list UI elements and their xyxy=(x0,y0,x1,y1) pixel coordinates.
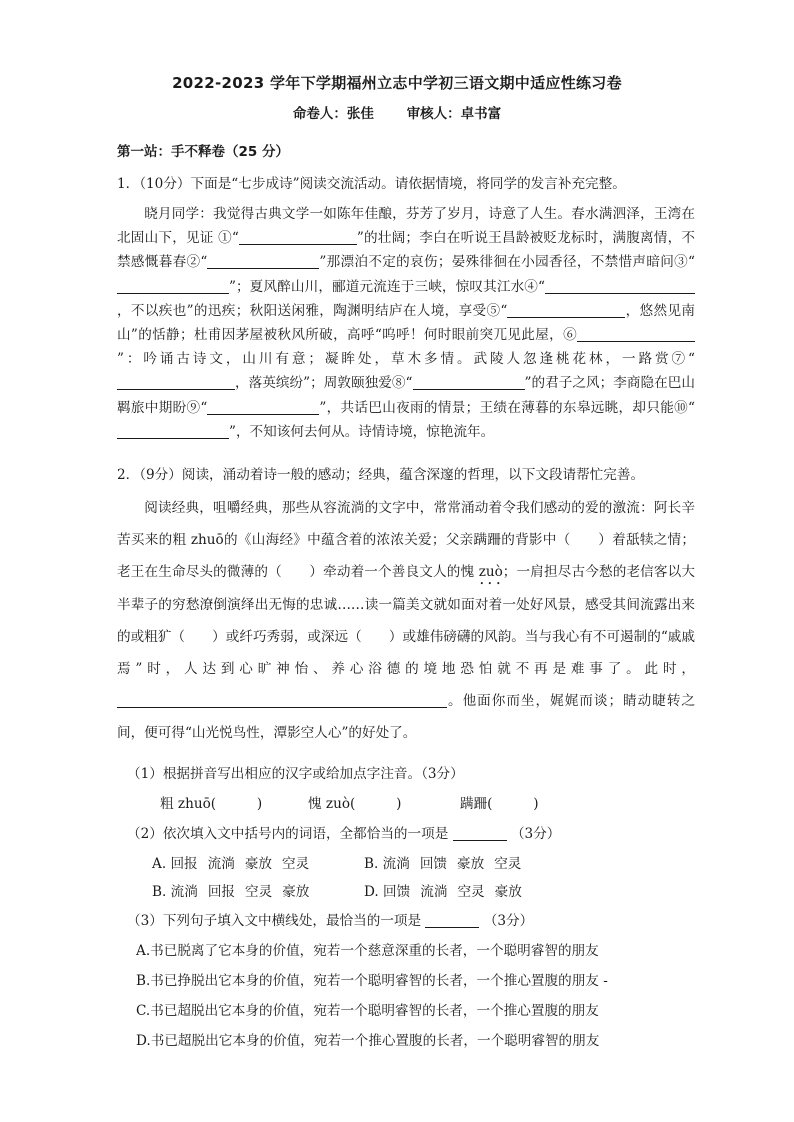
blank-10[interactable] xyxy=(117,424,229,439)
sub1-item-3: 蹒跚( ) xyxy=(460,796,539,812)
blank-4[interactable] xyxy=(545,279,695,294)
sub-question-1: （1）根据拼音写出相应的汉字或给加点字注音。（3分） xyxy=(127,766,464,782)
question-1-passage: 晓月同学：我觉得古典文学一如陈年佳酿，芬芳了岁月，诗意了人生。春水满泗泽，王湾在北固山下，见证 ①“ ”的壮阔；李白在听说王昌龄被贬龙标时，满腹离情，不禁感慨暮春②“ ”那漂泊不定的哀伤；晏殊徘徊在小园香径，不禁惜声暗问③“”；夏风醉山川，郦道元流连于三峡，惊叹其江水④“，不以疾也”的迅疾；秋阳送闲雅，陶渊明结庐在人境，享受⑤“ ，悠然见南山”的恬静；杜甫因茅屋被秋风所破，高呼“呜呼！何时眼前突兀见此屋，⑥”：吟诵古诗文，山川有意；凝眸处，草木多情。武陵人忽逢桃花林，一路赏⑦“，落英缤纷”；周敦颐独爱⑧“ ”的君子之风；李商隐在巴山羁旅中期盼⑨“ ”，共话巴山夜雨的情景；王绩在薄暮的东皋远眺，却只能⑩“”，不知该何去何从。诗情诗境，惊艳流年。 xyxy=(117,206,696,440)
answer-line[interactable] xyxy=(117,694,447,709)
question-1-stem: 1．（10分）下面是“七步成诗”阅读交流活动。请依据情境，将同学的发言补充完整。 xyxy=(117,176,626,192)
question-2-passage: 阅读经典，咀嚼经典，那些从容流淌的文字中，常常涌动着令我们感动的爱的激流：阿长辛苦买来的粗 zhuō的《山海经》中蕴含着的浓浓关爱；父亲蹒跚的背影中（ ）着舐犊之情；老王在生命尽头的微薄的（ ）牵动着一个善良文人的愧 zuò；一肩担尽古今愁的老信客以大半辈子的穷愁潦倒演绎出无悔的忠诚……读一篇美文就如面对着一处好风景，感受其间流露出来的或粗犷（ ）或纤巧秀弱，或深远（ ）或雄伟磅礴的风韵。当与我心有不可遏制的“戚戚焉”时，人达到心旷神怡、养心浴德的境地恐怕就不再是难事了。此时，。他面你而坐，娓娓而谈；睛动睫转之间，便可得“山光悦鸟性，潭影空人心”的好处了。 xyxy=(117,500,695,742)
blank-2[interactable] xyxy=(207,255,319,270)
sub-question-2: （2）依次填入文中括号内的词语，全都恰当的一项是 （3分） xyxy=(127,826,561,842)
sub3-option-b[interactable]: B.书已挣脱出它本身的价值，宛若一个聪明睿智的长者，一个推心置腹的朋友 - xyxy=(136,973,608,989)
blank-3[interactable] xyxy=(117,279,229,294)
blank-7[interactable] xyxy=(117,376,235,391)
sub2-option-c[interactable]: B. 流淌 回报 空灵 豪放 xyxy=(152,884,310,900)
blank-1[interactable] xyxy=(239,231,357,246)
sub2-option-b[interactable]: B. 流淌 回馈 豪放 空灵 xyxy=(364,856,522,872)
sub1-item-2: 愧 zuò( ) xyxy=(308,796,402,812)
reviewer-label: 审核人：卓书富 xyxy=(406,106,502,122)
authors-line xyxy=(0,102,794,122)
sub-question-3: （3）下列句子填入文中横线处，最恰当的一项是 （3分） xyxy=(127,913,534,929)
sub1-item-1: 粗 zhuō( ) xyxy=(160,796,263,812)
blank-9[interactable] xyxy=(207,400,319,415)
question-2-stem: 2．（9分）阅读，涌动着诗一般的感动；经典，蕴含深邃的哲理，以下文段请帮忙完善。 xyxy=(117,467,645,483)
sub3-answer-blank[interactable] xyxy=(425,913,479,928)
setter-label: 命卷人：张佳 xyxy=(292,106,374,122)
section-heading: 第一站：手不释卷（25 分） xyxy=(117,144,289,160)
blank-5[interactable] xyxy=(507,303,625,318)
dotted-pinyin: zuò xyxy=(478,564,503,581)
sub2-answer-blank[interactable] xyxy=(453,826,507,841)
blank-8[interactable] xyxy=(413,376,525,391)
exam-title: 2022-2023 学年下学期福州立志中学初三语文期中适应性练习卷 xyxy=(172,74,622,92)
sub3-option-a[interactable]: A.书已脱离了它本身的价值，宛若一个慈意深重的长者，一个聪明睿智的朋友 xyxy=(136,943,599,959)
sub3-option-d[interactable]: D.书已超脱出它本身的价值，宛若一个推心置腹的长者，一个聪明睿智的朋友 xyxy=(136,1033,600,1049)
sub3-option-c[interactable]: C.书已超脱出它本身的价值，宛若一个聪明睿智的长者，一个推心置腹的朋友 xyxy=(136,1003,599,1019)
sub2-option-a[interactable]: A. 回报 流淌 豪放 空灵 xyxy=(152,856,310,872)
blank-6[interactable] xyxy=(577,327,695,342)
sub2-option-d[interactable]: D. 回馈 流淌 空灵 豪放 xyxy=(364,884,522,900)
